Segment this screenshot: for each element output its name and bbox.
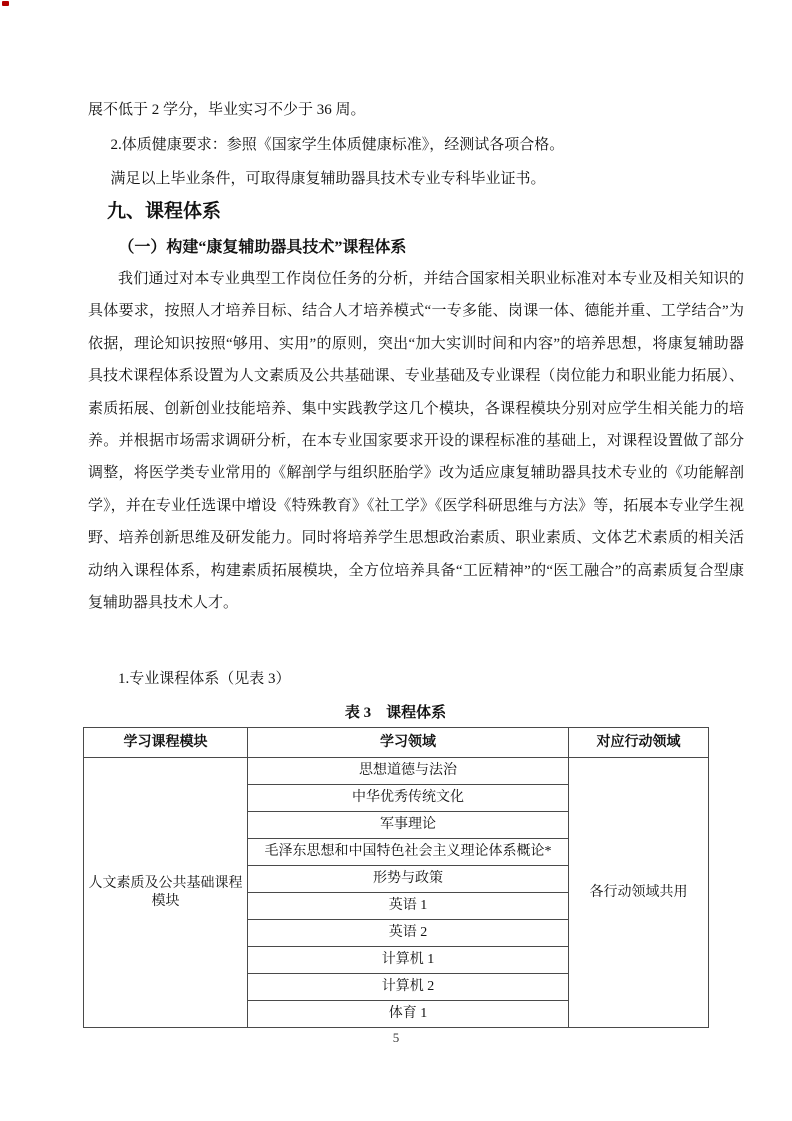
intro-line-3: 满足以上毕业条件，可取得康复辅助器具技术专业专科毕业证书。 (110, 171, 546, 187)
course-cell: 形势与政策 (248, 866, 569, 893)
column-header-module: 学习课程模块 (84, 728, 248, 758)
module-cell: 人文素质及公共基础课程模块 (84, 758, 248, 1028)
section-paragraph: 我们通过对本专业典型工作岗位任务的分析，并结合国家相关职业标准对本专业及相关知识的具体要求，按照人才培养目标、结合人才培养模式“一专多能、岗课一体、德能并重、工学结合”为依据，理论知识按照“够用、实用”的原则，突出“加大实训时间和内容”的培养思想，将康复辅助器具技术课程体系设置为人文素质及公共基础课、专业基础及专业课程（岗位能力和职业能力拓展）、素质拓展、创新创业技能培养、集中实践教学这几个模块，各课程模块分别对应学生相关能力的培养。并根据市场需求调研分析，在本专业国家要求开设的课程标准的基础上，对课程设置做了部分调整，将医学类专业常用的《解剖学与组织胚胎学》改为适应康复辅助器具技术专业的《功能解剖学》，并在专业任选课中增设《特殊教育》《社工学》《医学科研思维与方法》等，拓展本专业学生视野、培养创新思维及研发能力。同时将培养学生思想政治素质、职业素质、文体艺术素质的相关活动纳入课程体系，构建素质拓展模块，全方位培养具备“工匠精神”的“医工融合”的高素质复合型康复辅助器具技术人才。 (88, 271, 744, 612)
table-caption: 表 3 课程体系 (344, 705, 447, 721)
course-cell: 毛泽东思想和中国特色社会主义理论体系概论* (248, 839, 569, 866)
red-corner-mark (2, 1, 9, 6)
table-header-row (84, 728, 709, 758)
course-table (83, 727, 709, 1028)
column-header-learning-domain: 学习领域 (248, 728, 569, 758)
course-cell: 体育 1 (248, 1001, 569, 1028)
page-number: 5 (392, 1030, 400, 1045)
course-cell: 军事理论 (248, 812, 569, 839)
column-header-action-domain: 对应行动领域 (569, 728, 709, 758)
course-cell: 英语 2 (248, 920, 569, 947)
section-subheading: （一）构建“康复辅助器具技术”课程体系 (118, 239, 407, 256)
intro-line-1: 展不低于 2 学分，毕业实习不少于 36 周。 (88, 102, 366, 118)
action-domain-cell: 各行动领域共用 (569, 758, 709, 1028)
intro-line-2: 2.体质健康要求：参照《国家学生体质健康标准》，经测试各项合格。 (110, 136, 565, 153)
section-heading: 九、课程体系 (107, 201, 222, 222)
intro-paragraphs (88, 93, 744, 197)
course-cell: 计算机 1 (248, 947, 569, 974)
course-cell: 计算机 2 (248, 974, 569, 1001)
course-cell: 英语 1 (248, 893, 569, 920)
list-item-course-system: 1.专业课程体系（见表 3） (118, 671, 291, 687)
course-cell: 思想道德与法治 (248, 758, 569, 785)
table-row (84, 758, 709, 785)
course-cell: 中华优秀传统文化 (248, 785, 569, 812)
